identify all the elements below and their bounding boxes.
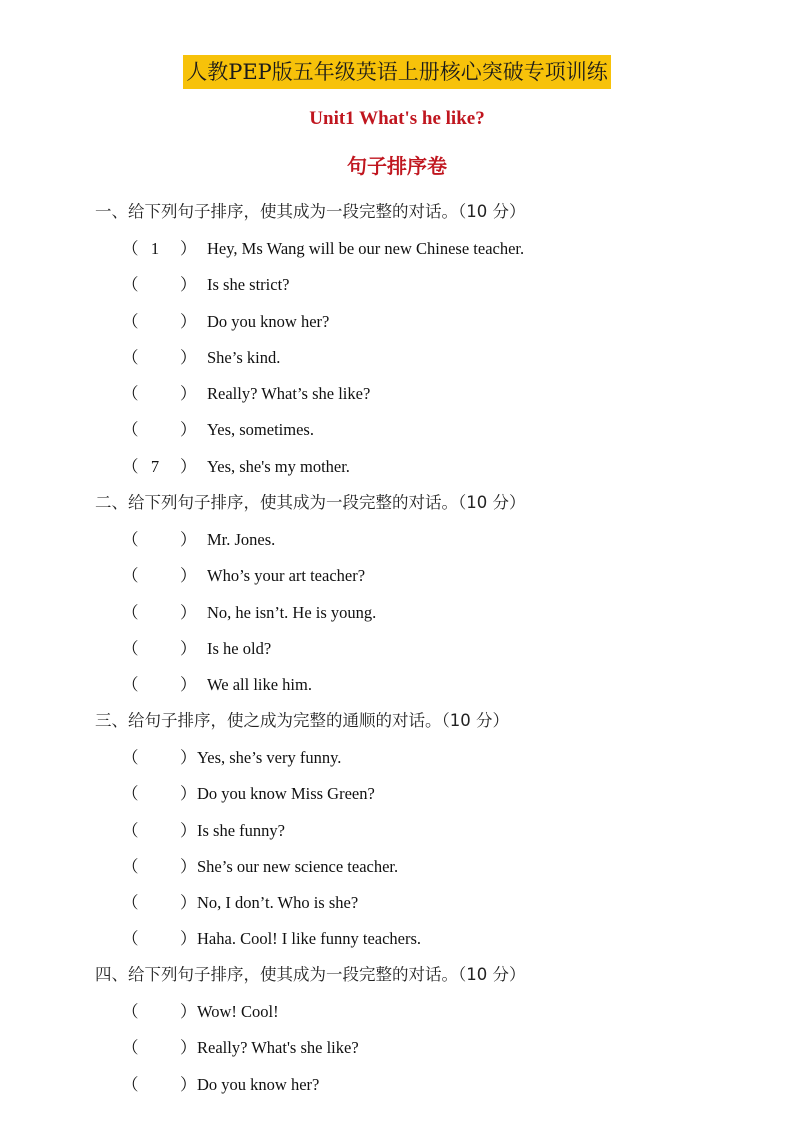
- open-paren: （: [122, 602, 139, 622]
- answer-blank[interactable]: 7: [150, 456, 160, 476]
- unit-title: Unit1 What's he like?: [309, 108, 485, 129]
- list-item: [95, 383, 755, 419]
- close-paren: ）: [180, 239, 197, 258]
- close-paren: ）: [180, 1002, 197, 1021]
- section-2: [95, 492, 755, 710]
- open-paren: （: [122, 566, 139, 586]
- open-paren: （: [122, 929, 139, 949]
- list-item: [95, 1001, 755, 1037]
- list-item: [95, 820, 755, 856]
- sentence-text: Really? What’s she like?: [207, 384, 371, 404]
- sentence-text: Is she strict?: [207, 275, 290, 295]
- sentence-text: Yes, she's my mother.: [207, 456, 350, 476]
- list-item: [95, 602, 755, 638]
- close-paren: ）: [180, 311, 197, 331]
- sentence-text: She’s our new science teacher.: [197, 856, 399, 876]
- open-paren: （: [122, 856, 139, 876]
- open-paren: （: [122, 530, 139, 549]
- sentence-text: Who’s your art teacher?: [207, 566, 366, 586]
- sentence-text: We all like him.: [207, 675, 312, 695]
- close-paren: ）: [180, 566, 197, 586]
- open-paren: （: [122, 820, 139, 840]
- close-paren: ）: [180, 784, 197, 804]
- open-paren: （: [122, 784, 139, 804]
- list-item: [95, 565, 755, 601]
- list-item: [95, 238, 755, 274]
- list-item: [95, 456, 755, 492]
- open-paren: （: [122, 893, 139, 913]
- sentence-text: Do you know her?: [197, 1074, 320, 1094]
- close-paren: ）: [180, 1074, 197, 1094]
- open-paren: （: [122, 384, 139, 404]
- close-paren: ）: [180, 748, 197, 767]
- section-4: [95, 964, 755, 1110]
- open-paren: （: [122, 1002, 139, 1021]
- section-3: [95, 710, 755, 965]
- open-paren: （: [122, 275, 139, 295]
- list-item: [95, 347, 755, 383]
- sentence-text: Haha. Cool! I like funny teachers.: [197, 929, 422, 949]
- list-item: [95, 1037, 755, 1073]
- sentence-text: Yes, sometimes.: [207, 420, 314, 440]
- list-item: [95, 856, 755, 892]
- sentence-text: Is she funny?: [197, 820, 285, 840]
- section-heading: 四、给下列句子排序，使其成为一段完整的对话。（10 分）: [95, 965, 526, 984]
- list-item: [95, 928, 755, 964]
- open-paren: （: [122, 748, 139, 767]
- list-item: [95, 311, 755, 347]
- sentence-text: Do you know Miss Green?: [197, 784, 375, 804]
- list-item: [95, 892, 755, 928]
- sentence-text: Yes, she’s very funny.: [197, 748, 342, 767]
- close-paren: ）: [180, 675, 197, 695]
- close-paren: ）: [180, 638, 197, 658]
- close-paren: ）: [180, 347, 197, 367]
- open-paren: （: [122, 239, 139, 258]
- list-item: [95, 419, 755, 455]
- open-paren: （: [122, 311, 139, 331]
- close-paren: ）: [180, 275, 197, 295]
- list-item: [95, 783, 755, 819]
- close-paren: ）: [180, 530, 197, 549]
- sentence-text: No, I don’t. Who is she?: [197, 893, 359, 913]
- open-paren: （: [122, 420, 139, 440]
- section-heading: 一、给下列句子排序，使其成为一段完整的对话。（10 分）: [95, 202, 526, 221]
- close-paren: ）: [180, 602, 197, 622]
- open-paren: （: [122, 1074, 139, 1094]
- open-paren: （: [122, 456, 139, 476]
- open-paren: （: [122, 675, 139, 695]
- title-wrap: [0, 55, 794, 89]
- list-item: [95, 747, 755, 783]
- open-paren: （: [122, 347, 139, 367]
- section-heading: 三、给句子排序，使之成为完整的通顺的对话。（10 分）: [95, 711, 509, 730]
- section-1: [95, 201, 755, 492]
- close-paren: ）: [180, 456, 197, 476]
- sentence-text: Mr. Jones.: [207, 530, 276, 549]
- sentence-text: Do you know her?: [207, 311, 330, 331]
- list-item: [95, 674, 755, 710]
- list-item: [95, 638, 755, 674]
- answer-blank[interactable]: 1: [150, 239, 160, 258]
- close-paren: ）: [180, 384, 197, 404]
- sentence-text: Hey, Ms Wang will be our new Chinese teacher.: [207, 239, 525, 258]
- close-paren: ）: [180, 929, 197, 949]
- list-item: [95, 1074, 755, 1110]
- open-paren: （: [122, 1038, 139, 1058]
- close-paren: ）: [180, 820, 197, 840]
- section-heading: 二、给下列句子排序，使其成为一段完整的对话。（10 分）: [95, 493, 526, 512]
- sentence-text: Is he old?: [207, 638, 272, 658]
- close-paren: ）: [180, 1038, 197, 1058]
- sentence-text: She’s kind.: [207, 347, 281, 367]
- page-title: 人教PEP版五年级英语上册核心突破专项训练: [183, 55, 611, 89]
- close-paren: ）: [180, 856, 197, 876]
- close-paren: ）: [180, 893, 197, 913]
- list-item: [95, 529, 755, 565]
- sentence-text: Wow! Cool!: [197, 1002, 279, 1021]
- sentence-text: Really? What's she like?: [197, 1038, 359, 1058]
- close-paren: ）: [180, 420, 197, 440]
- open-paren: （: [122, 638, 139, 658]
- sentence-text: No, he isn’t. He is young.: [207, 602, 377, 622]
- worksheet-subtitle: 句子排序卷: [347, 154, 447, 178]
- list-item: [95, 274, 755, 310]
